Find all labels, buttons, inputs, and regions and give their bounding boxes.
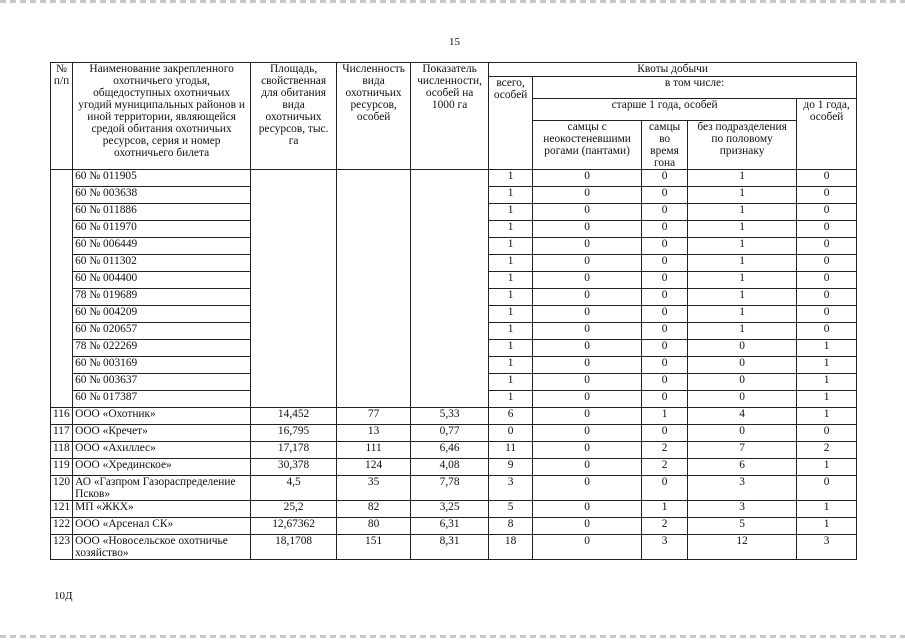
quota-total: 11 [489,442,533,459]
merged-density-cell [411,170,489,408]
quota-nosex: 1 [688,289,797,306]
area-value: 16,795 [251,425,337,442]
area-value: 17,178 [251,442,337,459]
density-value: 3,25 [411,501,489,518]
organization-row [51,408,857,425]
quota-nosex: 1 [688,170,797,187]
quota-antlers: 0 [533,501,642,518]
quota-total: 0 [489,425,533,442]
area-value: 25,2 [251,501,337,518]
license-number: 60 № 003638 [73,187,251,204]
density-value: 4,08 [411,459,489,476]
quota-total: 1 [489,323,533,340]
population-value: 77 [337,408,411,425]
quota-rut: 0 [642,374,688,391]
organization-name: ООО «Новосельское охотничье хозяйство» [73,535,251,560]
organization-name: ООО «Арсенал СК» [73,518,251,535]
quota-rut: 0 [642,357,688,374]
license-number: 78 № 022269 [73,340,251,357]
quota-nosex: 1 [688,272,797,289]
quota-antlers: 0 [533,238,642,255]
quota-under1: 1 [797,340,857,357]
license-number: 60 № 004400 [73,272,251,289]
area-value: 14,452 [251,408,337,425]
quota-rut: 1 [642,501,688,518]
density-value: 8,31 [411,535,489,560]
population-value: 151 [337,535,411,560]
density-value: 0,77 [411,425,489,442]
quota-antlers: 0 [533,221,642,238]
quota-nosex: 3 [688,501,797,518]
quota-nosex: 1 [688,204,797,221]
quota-nosex: 0 [688,357,797,374]
quota-nosex: 7 [688,442,797,459]
quota-rut: 0 [642,340,688,357]
organization-row [51,535,857,560]
quota-total: 1 [489,306,533,323]
merged-area-cell [251,170,337,408]
header-including: в том числе: [533,77,857,99]
quota-nosex: 12 [688,535,797,560]
area-value: 4,5 [251,476,337,501]
organization-name: МП «ЖКХ» [73,501,251,518]
quota-nosex: 5 [688,518,797,535]
quota-under1: 1 [797,518,857,535]
quota-total: 5 [489,501,533,518]
organization-row [51,501,857,518]
table-body [51,170,857,560]
organization-name: АО «Газпром Газораспределение Псков» [73,476,251,501]
footer-code: 10Д [54,590,73,602]
license-row [51,170,857,187]
quota-under1: 0 [797,425,857,442]
row-number: 119 [51,459,73,476]
quota-under1: 1 [797,374,857,391]
quota-total: 1 [489,204,533,221]
quota-total: 6 [489,408,533,425]
quota-rut: 1 [642,408,688,425]
area-value: 18,1708 [251,535,337,560]
quota-antlers: 0 [533,340,642,357]
quota-under1: 1 [797,357,857,374]
quota-nosex: 0 [688,425,797,442]
header-area: Площадь, свойственная для обитания вида охотничьих ресурсов, тыс. га [251,63,337,170]
row-number: 117 [51,425,73,442]
quota-under1: 0 [797,272,857,289]
quota-total: 1 [489,238,533,255]
quota-rut: 0 [642,476,688,501]
organization-name: ООО «Ахиллес» [73,442,251,459]
quota-rut: 0 [642,255,688,272]
quota-rut: 0 [642,306,688,323]
quota-rut: 0 [642,204,688,221]
organization-row [51,476,857,501]
header-quotas: Квоты добычи [489,63,857,77]
quota-nosex: 6 [688,459,797,476]
quota-total: 1 [489,289,533,306]
quota-nosex: 1 [688,255,797,272]
header-under1: до 1 года, особей [797,99,857,170]
quota-total: 1 [489,272,533,289]
quota-antlers: 0 [533,535,642,560]
header-density: Показатель численности, особей на 1000 га [411,63,489,170]
row-number: 120 [51,476,73,501]
population-value: 82 [337,501,411,518]
row-number: 121 [51,501,73,518]
license-number: 60 № 011970 [73,221,251,238]
quota-total: 1 [489,187,533,204]
header-num: № п/п [51,63,73,170]
header-older: старше 1 года, особей [533,99,797,121]
quota-nosex: 1 [688,187,797,204]
quota-rut: 0 [642,391,688,408]
header-males-antlers: самцы с неокостеневшими рогами (пантами) [533,121,642,170]
quota-nosex: 1 [688,238,797,255]
quota-under1: 0 [797,289,857,306]
table-header [51,63,857,170]
density-value: 7,78 [411,476,489,501]
quota-under1: 1 [797,459,857,476]
quota-under1: 0 [797,306,857,323]
organization-name: ООО «Хрединское» [73,459,251,476]
quota-total: 3 [489,476,533,501]
quota-rut: 0 [642,221,688,238]
organization-row [51,425,857,442]
density-value: 6,31 [411,518,489,535]
quota-rut: 0 [642,289,688,306]
quota-antlers: 0 [533,518,642,535]
scan-edge-bottom [0,635,905,638]
quota-total: 8 [489,518,533,535]
quota-antlers: 0 [533,272,642,289]
license-number: 60 № 011905 [73,170,251,187]
license-number: 60 № 020657 [73,323,251,340]
quota-rut: 0 [642,323,688,340]
row-number: 122 [51,518,73,535]
quota-nosex: 3 [688,476,797,501]
row-number: 116 [51,408,73,425]
quota-rut: 0 [642,238,688,255]
quota-under1: 2 [797,442,857,459]
quota-rut: 2 [642,442,688,459]
quota-antlers: 0 [533,289,642,306]
quota-nosex: 0 [688,340,797,357]
quota-under1: 0 [797,238,857,255]
population-value: 35 [337,476,411,501]
quota-nosex: 1 [688,306,797,323]
license-number: 60 № 017387 [73,391,251,408]
organization-row [51,518,857,535]
quota-under1: 0 [797,187,857,204]
row-number: 118 [51,442,73,459]
quota-antlers: 0 [533,255,642,272]
quota-rut: 0 [642,187,688,204]
quota-antlers: 0 [533,374,642,391]
quota-rut: 0 [642,170,688,187]
quota-antlers: 0 [533,425,642,442]
density-value: 5,33 [411,408,489,425]
quota-antlers: 0 [533,459,642,476]
quota-total: 1 [489,255,533,272]
license-number: 60 № 003637 [73,374,251,391]
organization-row [51,459,857,476]
license-number: 60 № 004209 [73,306,251,323]
quota-rut: 2 [642,459,688,476]
header-males-rut: самцы во время гона [642,121,688,170]
merged-num-cell [51,170,73,408]
scan-edge-top [0,0,905,3]
quota-total: 1 [489,340,533,357]
organization-name: ООО «Кречет» [73,425,251,442]
license-number: 60 № 011886 [73,204,251,221]
header-total: всего, особей [489,77,533,170]
quota-under1: 1 [797,408,857,425]
license-number: 60 № 006449 [73,238,251,255]
quota-rut: 3 [642,535,688,560]
quota-total: 1 [489,374,533,391]
quota-antlers: 0 [533,323,642,340]
quota-antlers: 0 [533,391,642,408]
quota-under1: 0 [797,255,857,272]
quota-table [50,62,857,560]
quota-total: 1 [489,357,533,374]
organization-name: ООО «Охотник» [73,408,251,425]
quota-under1: 0 [797,476,857,501]
quota-rut: 0 [642,425,688,442]
area-value: 12,67362 [251,518,337,535]
quota-antlers: 0 [533,408,642,425]
quota-rut: 0 [642,272,688,289]
license-number: 60 № 003169 [73,357,251,374]
quota-under1: 3 [797,535,857,560]
header-population: Численность вида охотничьих ресурсов, особей [337,63,411,170]
area-value: 30,378 [251,459,337,476]
quota-rut: 2 [642,518,688,535]
license-number: 60 № 011302 [73,255,251,272]
population-value: 124 [337,459,411,476]
quota-under1: 1 [797,501,857,518]
density-value: 6,46 [411,442,489,459]
header-no-sex: без подразделения по половому признаку [688,121,797,170]
quota-under1: 0 [797,221,857,238]
quota-antlers: 0 [533,357,642,374]
quota-under1: 0 [797,204,857,221]
quota-total: 1 [489,221,533,238]
quota-nosex: 1 [688,221,797,238]
row-number: 123 [51,535,73,560]
quota-antlers: 0 [533,476,642,501]
quota-antlers: 0 [533,306,642,323]
quota-total: 18 [489,535,533,560]
quota-antlers: 0 [533,187,642,204]
quota-under1: 1 [797,391,857,408]
quota-nosex: 4 [688,408,797,425]
quota-antlers: 0 [533,442,642,459]
population-value: 13 [337,425,411,442]
organization-row [51,442,857,459]
population-value: 80 [337,518,411,535]
header-name: Наименование закрепленного охотничьего угодья, общедоступных охотничьих угодий муниципальных районов и иной территории, являющейся средой обитания охотничьих ресурсов, серия и номер охотничьего билета [73,63,251,170]
quota-nosex: 0 [688,391,797,408]
quota-antlers: 0 [533,204,642,221]
page-number: 15 [449,36,460,48]
quota-under1: 0 [797,170,857,187]
quota-under1: 0 [797,323,857,340]
quota-total: 9 [489,459,533,476]
quota-total: 1 [489,170,533,187]
quota-antlers: 0 [533,170,642,187]
quota-nosex: 1 [688,323,797,340]
license-number: 78 № 019689 [73,289,251,306]
quota-total: 1 [489,391,533,408]
quota-nosex: 0 [688,374,797,391]
merged-population-cell [337,170,411,408]
population-value: 111 [337,442,411,459]
